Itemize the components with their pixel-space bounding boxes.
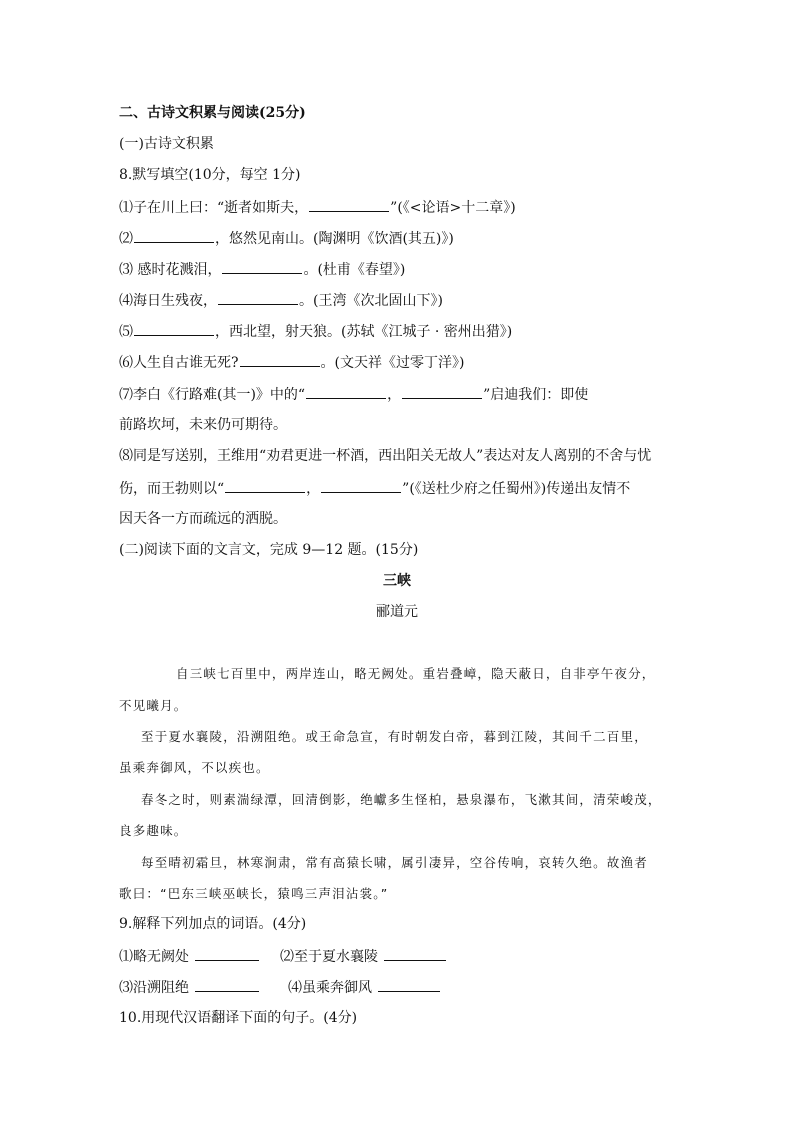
passage-p1-text: 自三峡七百里中，两岸连山，略无阙处。重岩叠嶂，隐天蔽日，自非亭午夜分， <box>176 666 656 681</box>
passage-p4-text: 每至晴初霜旦，林寒涧肃，常有高猿长啸，属引凄异，空谷传响，哀转久绝。故渔者 <box>141 855 648 870</box>
q8-item-7-pre: ⑺李白《行路难(其一)》中的“ <box>119 387 306 403</box>
q8-item-3-post: 。(杜甫《春望》) <box>303 262 406 278</box>
answer-blank[interactable] <box>306 384 386 399</box>
q8-item-5 <box>119 321 512 342</box>
passage-p3-text: 春冬之时，则素湍绿潭，回清倒影，绝巘多生怪柏，悬泉瀑布，飞漱其间，清荣峻茂， <box>141 792 662 807</box>
passage-title: 三峡 <box>383 573 411 589</box>
answer-blank[interactable] <box>378 977 440 992</box>
q8-item-6 <box>119 352 464 373</box>
q8-item-3-pre: ⑶ 感时花溅泪， <box>119 262 222 278</box>
q8-item-5-post: ，西北望，射天狼。(苏轼《江城子 · 密州出猎》) <box>215 324 513 340</box>
q8-item-6-post: 。(文天祥《过零丁洋》) <box>320 355 465 371</box>
q8-item-1-pre: ⑴子在川上曰：“逝者如斯夫， <box>119 200 309 216</box>
q8-item-4-pre: ⑷海日生残夜， <box>119 293 217 309</box>
q8-item-8-mid: ， <box>306 481 321 497</box>
q9-row-2 <box>119 977 441 998</box>
q9-item-1: ⑴略无阙处 <box>119 949 189 965</box>
answer-blank[interactable] <box>384 946 446 961</box>
section-title: 二、古诗文积累与阅读(25分) <box>119 105 306 121</box>
answer-blank[interactable] <box>321 478 401 493</box>
answer-blank[interactable] <box>195 977 259 992</box>
passage-p2-line1 <box>119 727 648 747</box>
q8-title: 8.默写填空(10分，每空 1分) <box>119 167 301 183</box>
answer-blank[interactable] <box>240 352 320 367</box>
answer-blank[interactable] <box>134 228 214 243</box>
q8-item-3 <box>119 259 405 280</box>
q8-item-8-line1: ⑻同是写送别，王维用“劝君更进一杯酒，西出阳关无故人”表达对友人离别的不舍与忧 <box>119 448 652 464</box>
q8-item-4-post: 。(王湾《次北固山下》) <box>299 293 443 309</box>
q10-title: 10.用现代汉语翻译下面的句子。(4分) <box>119 1010 358 1026</box>
q9-row-1 <box>119 946 447 967</box>
passage-p3-line2: 良多趣味。 <box>119 823 188 838</box>
answer-blank[interactable] <box>195 946 259 961</box>
passage-p2-text: 至于夏水襄陵，沿溯阻绝。或王命急宣，有时朝发白帝，暮到江陵，其间千二百里， <box>141 729 648 744</box>
q8-item-8-line3: 因天各一方而疏远的洒脱。 <box>119 511 287 527</box>
q9-item-2: ⑵至于夏水襄陵 <box>280 949 378 965</box>
q8-item-8-pre: 伤，而王勃则以“ <box>119 481 225 497</box>
q9-item-3: ⑶沿溯阻绝 <box>119 980 189 996</box>
q8-item-7-post: ”启迪我们：即使 <box>483 387 589 403</box>
q9-title: 9.解释下列加点的词语。(4分) <box>119 916 307 932</box>
passage-p2-line2: 虽乘奔御风，不以疾也。 <box>119 760 270 775</box>
q8-item-2-post: ，悠然见南山。(陶渊明《饮酒(其五)》) <box>215 231 454 247</box>
passage-p1-line2: 不见曦月。 <box>119 698 188 713</box>
answer-blank[interactable] <box>134 321 214 336</box>
q9-item-4: ⑷虽乘奔御风 <box>288 980 372 996</box>
part2-title: (二)阅读下面的文言文，完成 9—12 题。(15分) <box>119 542 419 558</box>
answer-blank[interactable] <box>218 290 298 305</box>
answer-blank[interactable] <box>309 197 389 212</box>
q8-item-7 <box>119 384 588 405</box>
q8-item-1-post: ”(《<论语>十二章》) <box>390 200 516 216</box>
answer-blank[interactable] <box>402 384 482 399</box>
q8-item-8-line2 <box>119 478 630 499</box>
q8-item-2-pre: ⑵ <box>119 231 133 247</box>
q8-item-6-pre: ⑹人生自古谁无死? <box>119 355 239 371</box>
q8-item-2 <box>119 228 454 249</box>
q8-item-5-pre: ⑸ <box>119 324 133 340</box>
passage-p4-line1 <box>119 853 648 873</box>
q8-item-7-line2: 前路坎坷，未来仍可期待。 <box>119 417 287 433</box>
passage-author: 郦道元 <box>376 604 418 620</box>
passage-p3-line1 <box>119 790 662 810</box>
q8-item-4 <box>119 290 443 311</box>
answer-blank[interactable] <box>225 478 305 493</box>
q8-item-7-mid: ， <box>387 387 402 403</box>
passage-p1-line1 <box>119 664 656 684</box>
q8-item-8-post: ”(《送杜少府之任蜀州》)传递出友情不 <box>402 481 631 497</box>
q8-item-1 <box>119 197 516 218</box>
answer-blank[interactable] <box>222 259 302 274</box>
passage-p4-line2: 歌曰：“巴东三峡巫峡长，猿鸣三声泪沾裳。” <box>119 886 389 901</box>
part1-title: (一)古诗文积累 <box>119 136 214 152</box>
